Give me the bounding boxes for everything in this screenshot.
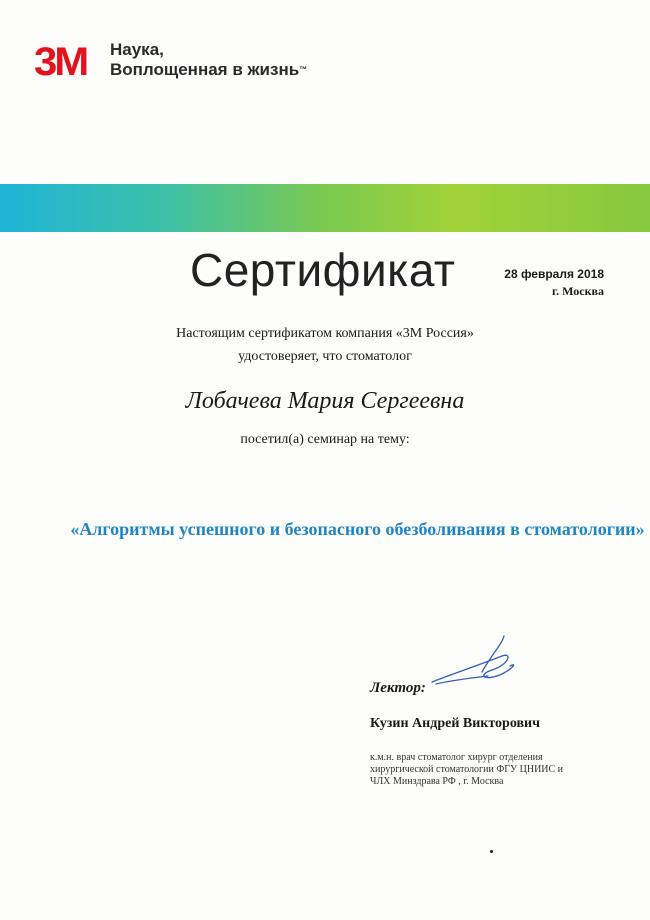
credentials-line-3: ЧЛХ Минздрава РФ , г. Москва bbox=[370, 776, 504, 787]
lecturer-label: Лектор: bbox=[370, 680, 426, 696]
recipient-name: Лобачева Мария Сергеевна bbox=[185, 388, 465, 414]
gradient-band bbox=[0, 184, 650, 232]
intro-line-1: Настоящим сертификатом компания «3М Россия» bbox=[176, 326, 474, 341]
3m-logo: 3M bbox=[34, 40, 87, 84]
lecturer-signature bbox=[422, 634, 522, 704]
certificate-title: Сертификат bbox=[190, 244, 456, 296]
date-block bbox=[504, 266, 604, 300]
credentials-line-1: к.м.н. врач стоматолог хирург отделения bbox=[370, 752, 543, 763]
tagline-line2: Воплощенная в жизнь™ bbox=[110, 60, 308, 79]
intro-line-2: удостоверяет, что стоматолог bbox=[238, 349, 412, 364]
tagline-line1: Наука, bbox=[110, 40, 164, 59]
trademark-symbol: ™ bbox=[299, 65, 308, 74]
credentials-line-2: хирургической стоматологии ФГУ ЦНИИС и bbox=[370, 764, 564, 775]
lecturer-name: Кузин Андрей Викторович bbox=[370, 716, 541, 731]
seminar-topic: «Алгоритмы успешного и безопасного обезболивания в стоматологии» bbox=[70, 519, 645, 539]
certificate-date: 28 февраля 2018 bbox=[504, 267, 604, 281]
certificate-city: г. Москва bbox=[552, 284, 604, 298]
ink-dot bbox=[490, 850, 493, 853]
visited-seminar-text: посетил(а) семинар на тему: bbox=[240, 432, 410, 447]
brand-tagline bbox=[110, 40, 307, 80]
lecturer-credentials bbox=[370, 752, 610, 788]
